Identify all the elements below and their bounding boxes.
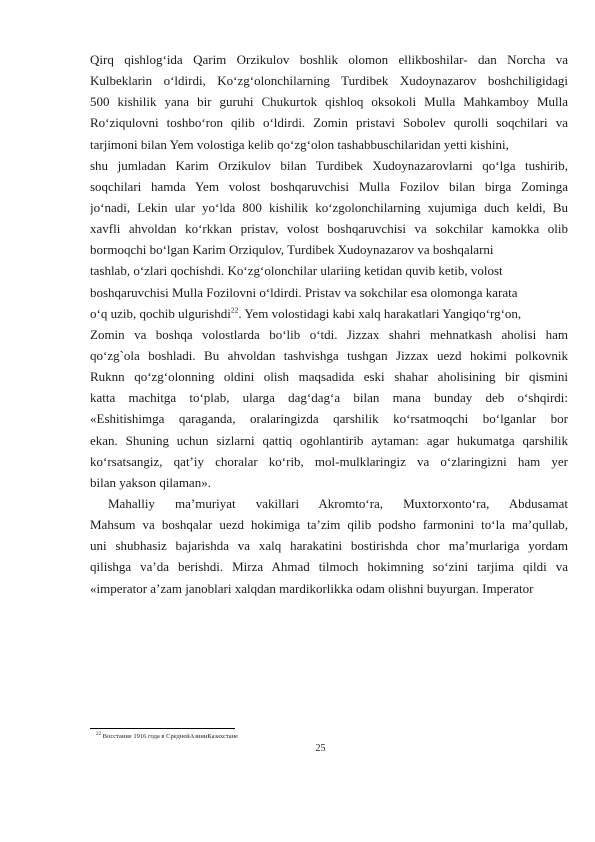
text-line: tarjimoni bilan Yem volostiga kelib qo‘zg‘olon tashabbuschilaridan yetti kishini, (90, 136, 509, 152)
text-line: soqchilari hamda Yem volost boshqaruvchisi Mulla Fozilov bilan birga Zominga (90, 178, 568, 194)
text-line: jo‘nadi, Lekin ular yo‘lda 800 kishilik ko‘zgolonchilarning xujumiga duch keldi, Bu (90, 199, 568, 215)
page-number: 25 (315, 743, 326, 754)
text-line: xavfli ahvoldan ko‘rkkan pristav, volost boshqaruvchisi va sokchilar kamokka olib (90, 221, 568, 237)
text-line: bormoqchi bo‘lgan Karim Orziqulov, Turdibek Xudoynazarov va boshqalarni (90, 242, 494, 258)
text-line: qilishga va’da berishdi. Mirza Ahmad tilmoch hokimning so‘zini tarjima qildi va (90, 559, 568, 575)
text-line: katta machitga to‘plab, ularga dag‘dag‘a bilan mana bunday deb o‘shqirdi: (90, 390, 568, 406)
footnote (96, 732, 238, 742)
text-line: 500 kishilik yana bir guruhi Chukurtok qishloq oksokoli Mulla Mahkamboy Mulla (90, 94, 568, 110)
text-line: Mahsum va boshqalar uezd hokimiga ta’zim qilib podsho farmonini to‘la ma’qullab, (90, 517, 568, 533)
text-line: Kulbeklarin o‘ldirdi, Ko‘zg‘olonchilarning Turdibek Xudoynazarov boshchiligidagi (90, 73, 568, 89)
text-line: ekan. Shuning uchun sizlarni qattiq ogohlantirib aytaman: agar hukumatga qarshilik (90, 432, 568, 448)
text-line: shu jumladan Karim Orzikulov bilan Turdibek Xudoynazarovlarni qo‘lga tushirib, (90, 157, 568, 173)
footnote-reference[interactable]: 22 (230, 305, 239, 315)
footnote-text: Восстание 1916 года в СреднейАзиииКазахстане (101, 733, 239, 740)
body-text (90, 49, 568, 599)
text-line: uni shubhasiz bajarishda va xalq harakatini bostirishda chor ma’murlariga yordam (90, 538, 568, 554)
footnote-number: 22 (96, 731, 101, 737)
text-line: tashlab, o‘zlari qochishdi. Ko‘zg‘olonchilar ulariing ketidan quvib ketib, volost (90, 263, 503, 279)
text-line: Mahalliy ma’muriyat vakillari Akromto‘ra, Muxtorxonto‘ra, Abdusamat (108, 495, 568, 511)
text-line: boshqaruvchisi Mulla Fozilovni o‘ldirdi. Pristav va sokchilar esa olomonga karata (90, 284, 518, 300)
text-line: ko‘rsatsangiz, qat’iy choralar ko‘rib, mol-mulklaringiz va o‘zlaringizni ham yer (90, 453, 568, 469)
text-line: qo‘zg`ola boshladi. Bu ahvoldan tashvishga tushgan Jizzax uezd hokimi polkovnik (90, 347, 568, 363)
footnote-separator (90, 728, 235, 729)
text-line: Ruknn qo‘zg‘olonning oldini olish maqsadida eski shahar aholisining bir qismini (90, 369, 568, 385)
text-line: Qirq qishlog‘ida Qarim Orzikulov boshlik olomon ellikboshilar- dan Norcha va (90, 52, 568, 67)
text-line: «imperator a’zam janoblari xalqdan mardikorlikka odam olishni buyurgan. Imperator (90, 580, 534, 596)
text-fragment: . Yem volostidagi kabi xalq harakatlari Yangiqo‘rg‘on, (238, 305, 522, 321)
text-line: bilan yakson qilaman». (90, 474, 211, 490)
text-line: Ro‘ziqulovni toshbo‘ron qilib o‘ldirdi. Zomin pristavi Sobolev qurolli soqchilari va (90, 115, 568, 131)
text-line: Zomin va boshqa volostlarda bo‘lib o‘tdi. Jizzax shahri mehnatkash aholisi ham (90, 326, 568, 342)
text-fragment: o‘q uzib, qochib ulgurishdi (90, 305, 231, 321)
text-line-with-footnote (90, 303, 568, 324)
text-line: «Eshitishimga qaraganda, oralaringizda qarshilik ko‘rsatmoqchi bo‘lganlar bor (90, 411, 568, 427)
